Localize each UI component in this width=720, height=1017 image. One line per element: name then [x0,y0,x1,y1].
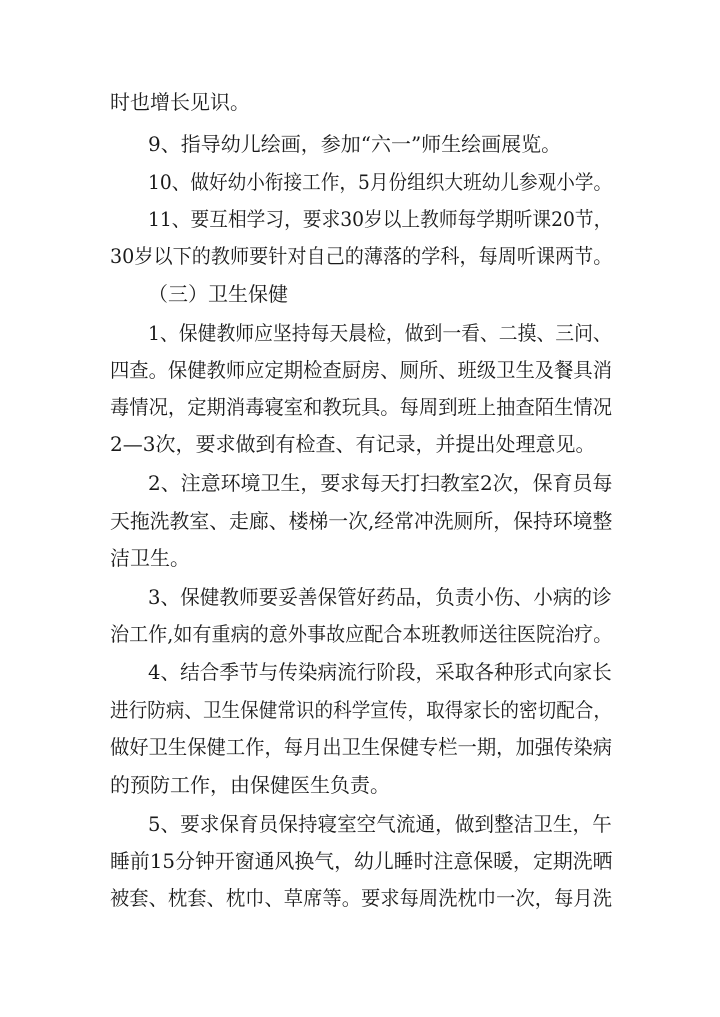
text-line: 四查。保健教师应定期检查厨房、厕所、班级卫生及餐具消 [110,358,613,382]
text-line: 毒情况，定期消毒寝室和教玩具。每周到班上抽查陌生情况 [110,395,613,419]
text-line: 10、做好幼小衔接工作，5月份组织大班幼儿参观小学。 [148,170,613,194]
text-line: 睡前15分钟开窗通风换气，幼儿睡时注意保暖，定期洗晒 [110,849,613,873]
text-line: 治工作,如有重病的意外事故应配合本班教师送往医院治疗。 [110,622,613,646]
text-line: 天拖洗教室、走廊、楼梯一次,经常冲洗厕所，保持环境整 [110,509,613,533]
text-line: 洁卫生。 [110,546,190,570]
text-line: 2—3次，要求做到有检查、有记录，并提出处理意见。 [110,432,596,456]
text-line: 2、注意环境卫生，要求每天打扫教室2次，保育员每 [148,471,613,495]
section-heading: （三）卫生保健 [148,282,288,306]
text-line: 的预防工作，由保健医生负责。 [110,773,390,797]
text-line: 做好卫生保健工作，每月出卫生保健专栏一期，加强传染病 [110,735,613,759]
text-line: 5、要求保育员保持寝室空气流通，做到整洁卫生，午 [148,812,612,836]
text-line: 1、保健教师应坚持每天晨检，做到一看、二摸、三问、 [148,321,612,345]
text-line: 时也增长见识。 [110,90,250,114]
text-line: 9、指导幼儿绘画，参加“六一”师生绘画展览。 [148,132,562,156]
text-line: 进行防病、卫生保健常识的科学宣传，取得家长的密切配合， [110,698,612,722]
text-line: 被套、枕套、枕巾、草席等。要求每周洗枕巾一次，每月洗 [110,886,613,910]
text-line: 11、要互相学习，要求30岁以上教师每学期听课20节， [148,207,613,231]
text-line: 3、保健教师要妥善保管好药品，负责小伤、小病的诊 [148,585,612,609]
text-line: 4、结合季节与传染病流行阶段，采取各种形式向家长 [148,660,612,684]
text-line: 30岁以下的教师要针对自己的薄落的学科，每周听课两节。 [110,244,613,268]
